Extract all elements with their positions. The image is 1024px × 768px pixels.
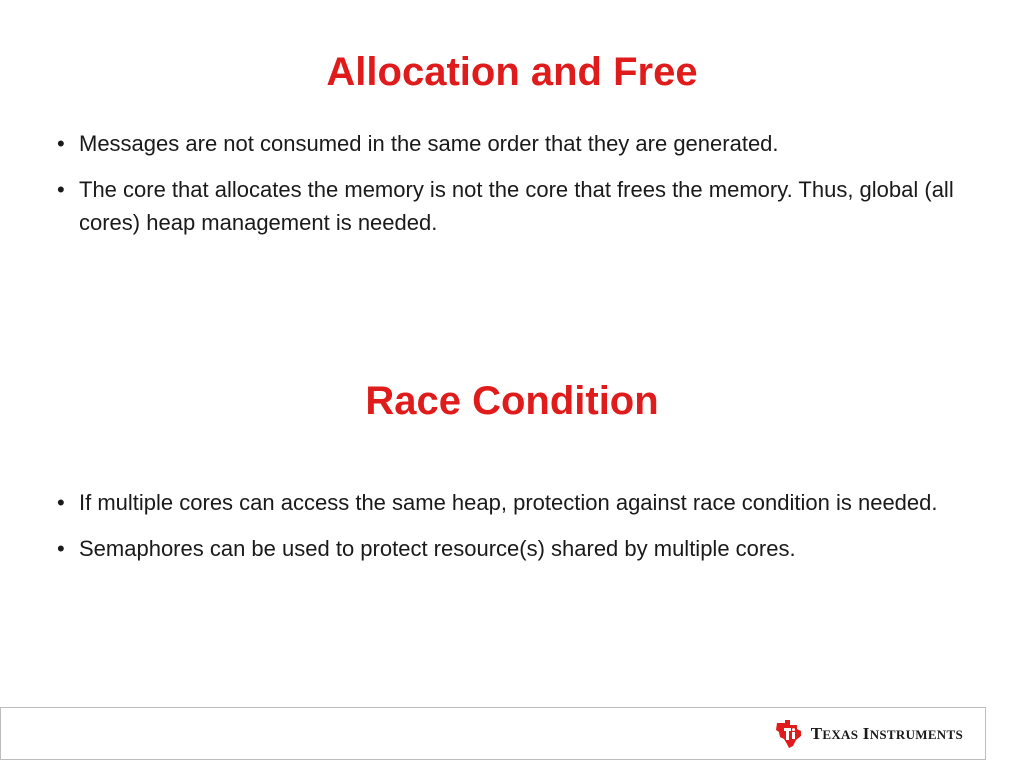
- bullet-glyph: •: [57, 490, 65, 515]
- bullet-list-allocation: [57, 127, 957, 252]
- bullet-item: [57, 173, 957, 239]
- bullet-glyph: •: [57, 536, 65, 561]
- bullet-glyph: •: [57, 131, 65, 156]
- bullet-item: [57, 486, 957, 519]
- texas-instruments-logo: [775, 719, 963, 749]
- bullet-text: Messages are not consumed in the same order that they are generated.: [79, 131, 779, 156]
- bullet-item: [57, 532, 957, 565]
- section-title-allocation: Allocation and Free: [326, 50, 698, 94]
- bullet-glyph: •: [57, 177, 65, 202]
- texas-instruments-wordmark: TEXAS INSTRUMENTS: [810, 724, 963, 743]
- footer-bar: [0, 707, 986, 760]
- bullet-item: [57, 127, 957, 160]
- bullet-list-race-condition: [57, 486, 957, 578]
- bullet-text: Semaphores can be used to protect resource(s) shared by multiple cores.: [79, 536, 796, 561]
- bullet-text: The core that allocates the memory is not the core that frees the memory. Thus, global (all cores) heap management is needed.: [79, 177, 954, 235]
- texas-instruments-icon: [775, 719, 803, 749]
- bullet-text: If multiple cores can access the same heap, protection against race condition is needed.: [79, 490, 938, 515]
- section-title-race-condition: Race Condition: [365, 379, 659, 423]
